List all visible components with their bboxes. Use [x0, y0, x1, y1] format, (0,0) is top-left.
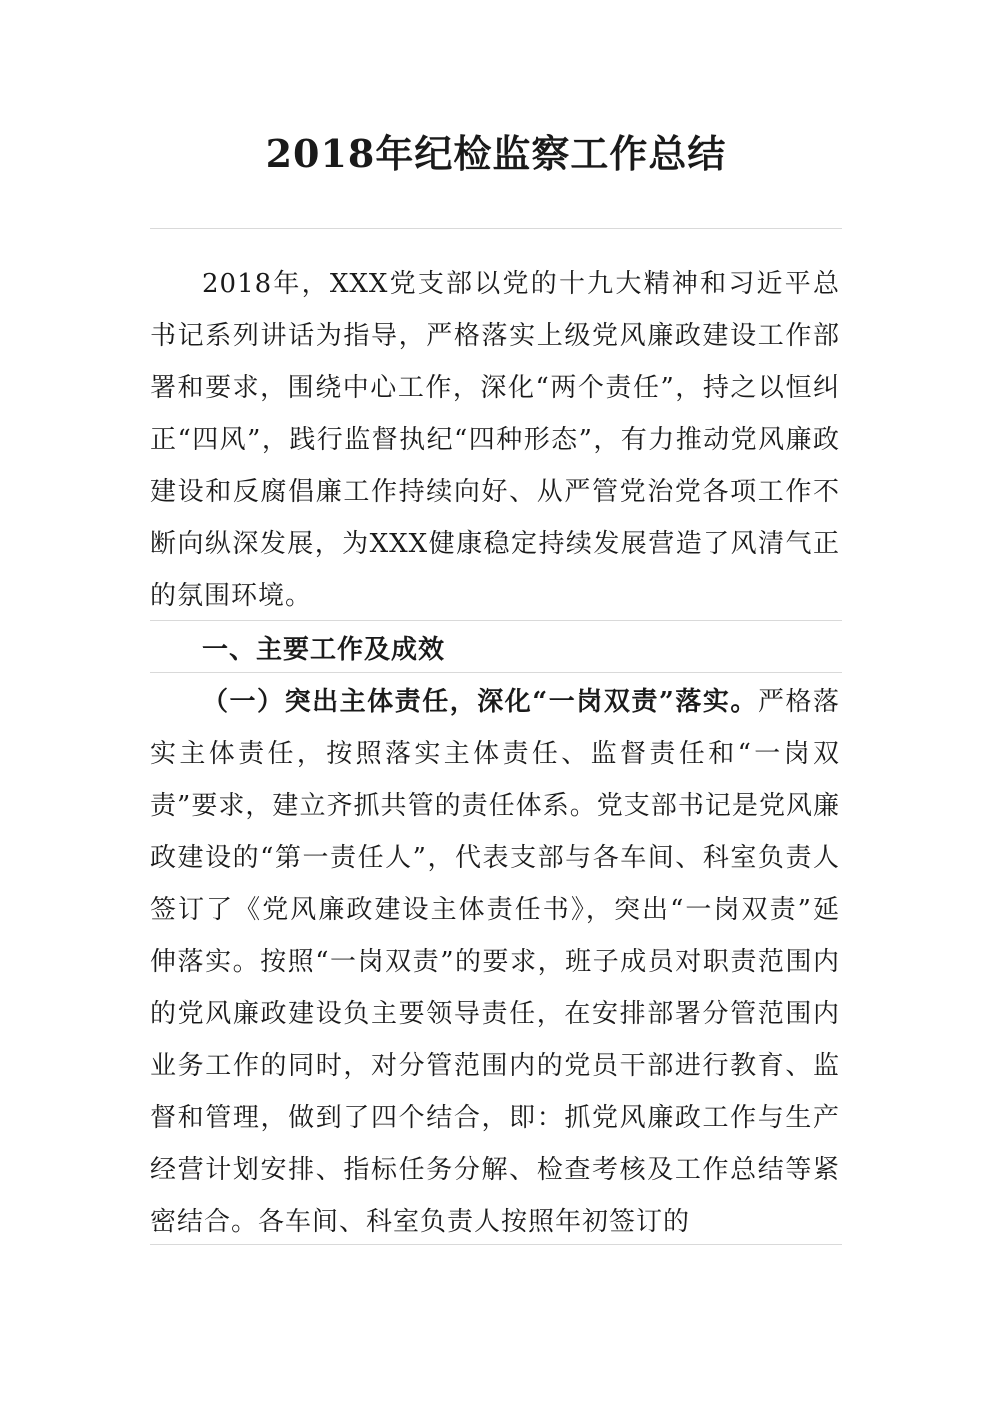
- subsection-paragraph: [150, 676, 840, 1248]
- divider-top: [150, 228, 842, 229]
- document-title: 2018年纪检监察工作总结: [265, 131, 727, 176]
- subsection-lead: （一）突出主体责任，深化“一岗双责”落实。: [202, 687, 758, 717]
- divider-heading: [150, 672, 842, 673]
- subsection-body: 严格落实主体责任，按照落实主体责任、监督责任和“一岗双责”要求，建立齐抓共管的责任体系。党支部书记是党风廉政建设的“第一责任人”，代表支部与各车间、科室负责人签订了《党风廉政建设主体责任书》，突出“一岗双责”延伸落实。按照“一岗双责”的要求，班子成员对职责范围内的党风廉政建设负主要领导责任，在安排部署分管范围内业务工作的同时，对分管范围内的党员干部进行教育、监督和管理，做到了四个结合，即：抓党风廉政工作与生产经营计划安排、指标任务分解、检查考核及工作总结等紧密结合。各车间、科室负责人按照年初签订的: [150, 687, 840, 1237]
- intro-paragraph: 2018年，XXX党支部以党的十九大精神和习近平总书记系列讲话为指导，严格落实上级党风廉政建设工作部署和要求，围绕中心工作，深化“两个责任”，持之以恒纠正“四风”，践行监督执纪“四种形态”，有力推动党风廉政建设和反腐倡廉工作持续向好、从严管党治党各项工作不断向纵深发展，为XXX健康稳定持续发展营造了风清气正的氛围环境。: [150, 269, 840, 611]
- divider-intro: [150, 620, 842, 621]
- section-heading: 一、主要工作及成效: [202, 635, 446, 665]
- divider-bottom: [150, 1244, 842, 1245]
